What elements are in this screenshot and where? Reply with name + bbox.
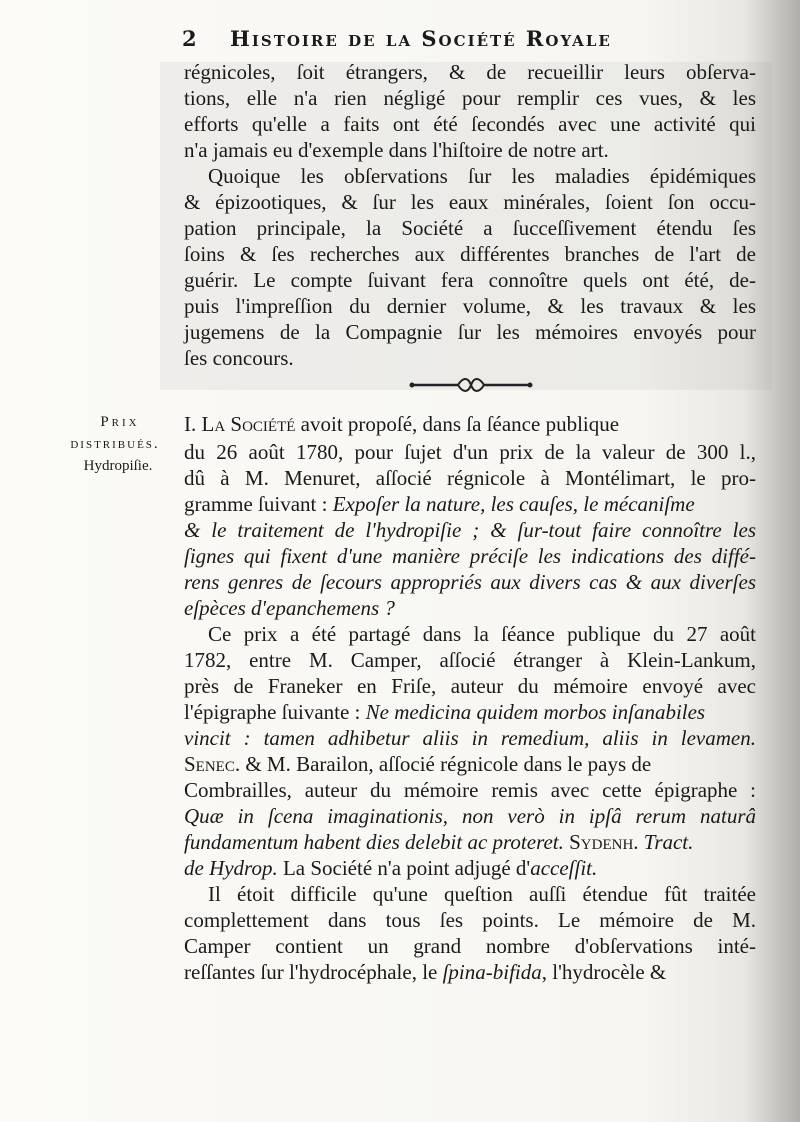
text-line: I. La Société avoit propoſé, dans ſa ſéance publique <box>184 412 620 436</box>
text-line: Il étoit difficile qu'une queſtion auſſi étendue fût traitée <box>208 882 756 906</box>
text-line: eſpèces d'epanchemens ? <box>184 596 395 620</box>
page-number: 2 <box>182 26 199 51</box>
text-line: Ce prix a été partagé dans la ſéance publique du 27 août <box>208 622 756 646</box>
section-ornament <box>408 374 534 396</box>
text-line: de Hydrop. La Société n'a point adjugé d'acceſſit. <box>184 856 598 880</box>
text-line: Combrailles, auteur du mémoire remis avec cette épigraphe : <box>184 778 756 802</box>
text-line: & le traitement de l'hydropiſie ; & ſur-tout faire connoître les <box>184 518 756 542</box>
text-line: complettement dans tous ſes points. Le mémoire de M. <box>184 908 756 932</box>
text-line: du 26 août 1780, pour ſujet d'un prix de la valeur de 300 l., <box>184 440 756 464</box>
text-line: régnicoles, ſoit étrangers, & de recueillir leurs obſerva- <box>184 60 756 84</box>
running-header <box>182 26 742 51</box>
text-line: reſſantes ſur l'hydrocéphale, le ſpina-bifida, l'hydrocèle & <box>184 960 667 984</box>
text-line: Quæ in ſcena imaginationis, non verò in ipſâ rerum naturâ <box>184 804 756 828</box>
text-line: l'épigraphe ſuivante : Ne medicina quidem morbos inſanabiles <box>184 700 706 724</box>
text-line: rens genres de ſecours appropriés aux divers cas & aux diverſes <box>184 570 756 594</box>
text-line: n'a jamais eu d'exemple dans l'hiſtoire de notre art. <box>184 138 609 162</box>
margin-note-prix: Prix <box>100 414 140 430</box>
section-number: I. <box>184 412 202 436</box>
text-line: tions, elle n'a rien négligé pour remplir ces vues, & les <box>184 86 756 110</box>
text-line: jugemens de la Compagnie ſur les mémoires envoyés pour <box>184 320 756 344</box>
text-line: ſignes qui fixent d'une manière préciſe les indications des diffé- <box>184 544 756 568</box>
text-line: Quoique les obſervations ſur les maladies épidémiques <box>208 164 756 188</box>
margin-note-hydropisie: Hydropiſie. <box>83 458 153 474</box>
text-line: efforts qu'elle a faits ont été ſecondés avec une activité qui <box>184 112 756 136</box>
text-line: Camper contient un grand nombre d'obſervations inté- <box>184 934 756 958</box>
text-line: Senec. & M. Barailon, aſſocié régnicole dans le pays de <box>184 752 652 776</box>
running-title: Histoire de la Société Royale <box>230 26 612 51</box>
text-line: 1782, entre M. Camper, aſſocié étranger à Klein-Lankum, <box>184 648 756 672</box>
text-line: près de Franeker en Friſe, auteur du mémoire envoyé avec <box>184 674 756 698</box>
text-line: fundamentum habent dies delebit ac proteret. Sydenh. Tract. <box>184 830 694 854</box>
text-line: vincit : tamen adhibetur aliis in remedium, aliis in levamen. <box>184 726 756 750</box>
text-line: & épizootiques, & ſur les eaux minérales, ſoient ſon occu- <box>184 190 756 214</box>
text-line: ſes concours. <box>184 346 294 370</box>
text-line: pation principale, la Société a ſucceſſivement étendu ſes <box>184 216 756 240</box>
text-line: puis l'impreſſion du dernier volume, & les travaux & les <box>184 294 756 318</box>
text-line: ſoins & ſes recherches aux différentes branches de l'art de <box>184 242 756 266</box>
margin-note-distribues: distribués. <box>70 436 160 452</box>
section-lead: La Société <box>201 412 296 436</box>
text-line: guérir. Le compte ſuivant fera connoître quels ont été, de- <box>184 268 756 292</box>
text-line: dû à M. Menuret, aſſocié régnicole à Montélimart, le pro- <box>184 466 756 490</box>
text-line: gramme ſuivant : Expoſer la nature, les cauſes, le mécaniſme <box>184 492 695 516</box>
